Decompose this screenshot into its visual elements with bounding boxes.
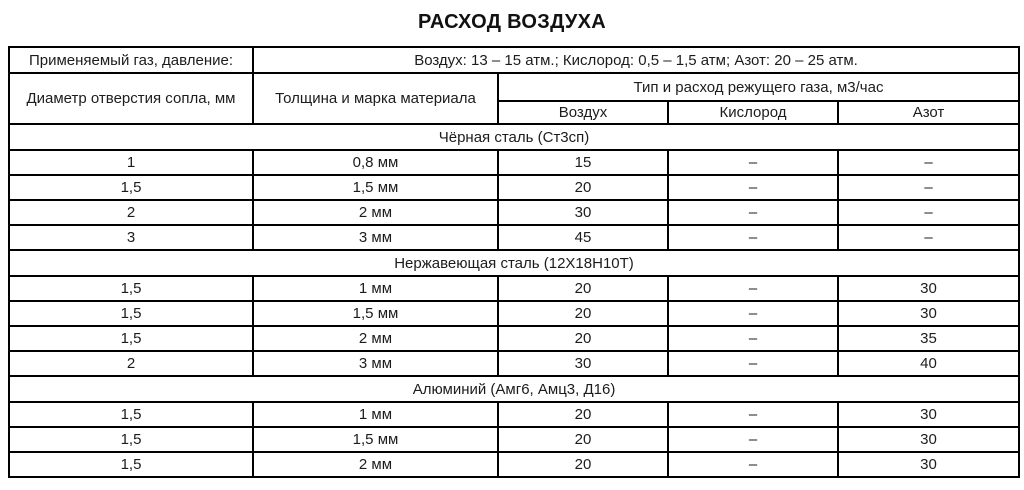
air-value-cell: 15 (498, 150, 668, 175)
table-row (9, 326, 1019, 351)
air-value-cell: 20 (498, 175, 668, 200)
oxygen-value-cell: – (668, 150, 838, 175)
nitrogen-value-cell: 30 (838, 452, 1019, 477)
nitrogen-value-cell: 30 (838, 276, 1019, 301)
material-cell: 2 мм (253, 452, 498, 477)
nitrogen-value-cell: 30 (838, 301, 1019, 326)
oxygen-value-cell: – (668, 427, 838, 452)
gas-column-header-air: Воздух (498, 101, 668, 124)
table-row (9, 200, 1019, 225)
table-row (9, 301, 1019, 326)
diameter-cell: 1,5 (9, 276, 253, 301)
gas-column-header-oxygen: Кислород (668, 101, 838, 124)
oxygen-value-cell: – (668, 301, 838, 326)
diameter-cell: 1,5 (9, 402, 253, 427)
oxygen-value-cell: – (668, 175, 838, 200)
nitrogen-value-cell: 30 (838, 427, 1019, 452)
gas-pressure-value: Воздух: 13 – 15 атм.; Кислород: 0,5 – 1,5 атм; Азот: 20 – 25 атм. (253, 47, 1019, 73)
diameter-cell: 1,5 (9, 427, 253, 452)
air-value-cell: 20 (498, 326, 668, 351)
section-title: Нержавеющая сталь (12Х18Н10Т) (9, 250, 1019, 276)
diameter-cell: 2 (9, 351, 253, 376)
air-value-cell: 30 (498, 351, 668, 376)
table-row (9, 427, 1019, 452)
nitrogen-value-cell: – (838, 150, 1019, 175)
air-value-cell: 20 (498, 276, 668, 301)
section-title: Чёрная сталь (Ст3сп) (9, 124, 1019, 150)
air-value-cell: 20 (498, 301, 668, 326)
gas-column-header-nitrogen: Азот (838, 101, 1019, 124)
air-consumption-table (8, 46, 1020, 478)
diameter-cell: 1,5 (9, 452, 253, 477)
page-title: РАСХОД ВОЗДУХА (417, 11, 607, 33)
material-cell: 1 мм (253, 276, 498, 301)
gas-pressure-label: Применяемый газ, давление: (9, 47, 253, 73)
material-header: Толщина и марка материала (253, 73, 498, 124)
material-cell: 1,5 мм (253, 301, 498, 326)
material-cell: 3 мм (253, 225, 498, 250)
nitrogen-value-cell: 30 (838, 402, 1019, 427)
oxygen-value-cell: – (668, 200, 838, 225)
oxygen-value-cell: – (668, 351, 838, 376)
gas-pressure-row (9, 47, 1019, 73)
material-cell: 1 мм (253, 402, 498, 427)
diameter-header: Диаметр отверстия сопла, мм (9, 73, 253, 124)
section-header-stainless-steel (9, 250, 1019, 276)
table-row (9, 402, 1019, 427)
nitrogen-value-cell: – (838, 225, 1019, 250)
diameter-cell: 1,5 (9, 301, 253, 326)
table-row (9, 225, 1019, 250)
nitrogen-value-cell: – (838, 200, 1019, 225)
material-cell: 2 мм (253, 326, 498, 351)
air-value-cell: 20 (498, 452, 668, 477)
air-value-cell: 45 (498, 225, 668, 250)
diameter-cell: 2 (9, 200, 253, 225)
diameter-cell: 3 (9, 225, 253, 250)
material-cell: 2 мм (253, 200, 498, 225)
diameter-cell: 1,5 (9, 175, 253, 200)
diameter-cell: 1,5 (9, 326, 253, 351)
air-value-cell: 20 (498, 427, 668, 452)
material-cell: 1,5 мм (253, 175, 498, 200)
section-header-black-steel (9, 124, 1019, 150)
material-cell: 0,8 мм (253, 150, 498, 175)
air-value-cell: 30 (498, 200, 668, 225)
section-title: Алюминий (Амг6, Амц3, Д16) (9, 376, 1019, 402)
table-row (9, 276, 1019, 301)
header-row (9, 73, 1019, 101)
oxygen-value-cell: – (668, 326, 838, 351)
section-header-aluminium (9, 376, 1019, 402)
oxygen-value-cell: – (668, 276, 838, 301)
material-cell: 3 мм (253, 351, 498, 376)
oxygen-value-cell: – (668, 452, 838, 477)
table-row (9, 452, 1019, 477)
oxygen-value-cell: – (668, 225, 838, 250)
nitrogen-value-cell: 40 (838, 351, 1019, 376)
oxygen-value-cell: – (668, 402, 838, 427)
air-value-cell: 20 (498, 402, 668, 427)
table-row (9, 351, 1019, 376)
table-row (9, 150, 1019, 175)
diameter-cell: 1 (9, 150, 253, 175)
material-cell: 1,5 мм (253, 427, 498, 452)
gas-group-header: Тип и расход режущего газа, м3/час (498, 73, 1019, 101)
nitrogen-value-cell: 35 (838, 326, 1019, 351)
table-row (9, 175, 1019, 200)
nitrogen-value-cell: – (838, 175, 1019, 200)
